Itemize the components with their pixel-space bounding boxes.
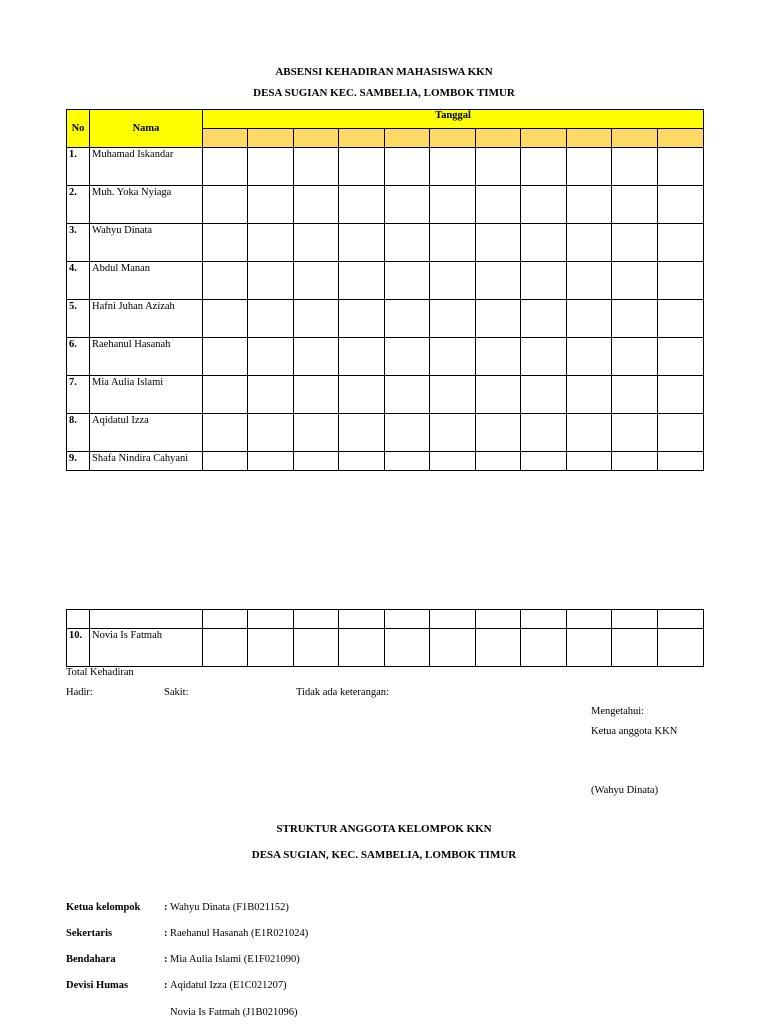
date-cell[interactable] [567, 129, 612, 148]
attendance-cell[interactable] [294, 452, 339, 471]
attendance-table-continued [66, 609, 704, 667]
attendance-cell[interactable] [430, 610, 476, 629]
attendance-cell[interactable] [203, 186, 248, 224]
attendance-cell[interactable] [294, 610, 339, 629]
attendance-cell[interactable] [339, 414, 385, 452]
attendance-cell[interactable] [612, 338, 658, 376]
attendance-cell[interactable] [612, 452, 658, 471]
attendance-cell[interactable] [385, 300, 430, 338]
attendance-cell[interactable] [294, 262, 339, 300]
signer-role: Ketua anggota KKN [591, 726, 678, 737]
attendance-cell[interactable] [658, 629, 704, 667]
date-cell[interactable] [248, 129, 294, 148]
table-row [67, 262, 704, 300]
structure-role-value: Mia Aulia Islami (E1F021090) [170, 954, 300, 965]
date-cell[interactable] [612, 129, 658, 148]
attendance-cell[interactable] [521, 300, 567, 338]
attendance-cell[interactable] [567, 148, 612, 186]
row-name: Shafa Nindira Cahyani [90, 452, 203, 471]
attendance-cell[interactable] [203, 262, 248, 300]
table-row [67, 610, 704, 629]
attendance-cell[interactable] [567, 376, 612, 414]
row-number: 2. [67, 186, 90, 224]
date-cell[interactable] [203, 129, 248, 148]
attendance-cell[interactable] [385, 338, 430, 376]
row-name [90, 610, 203, 629]
hadir-label: Hadir: [66, 687, 93, 698]
attendance-cell[interactable] [248, 629, 294, 667]
date-cell[interactable] [385, 129, 430, 148]
attendance-cell[interactable] [658, 376, 704, 414]
attendance-cell[interactable] [612, 148, 658, 186]
attendance-cell[interactable] [339, 186, 385, 224]
attendance-cell[interactable] [203, 148, 248, 186]
attendance-cell[interactable] [567, 610, 612, 629]
attendance-cell[interactable] [521, 376, 567, 414]
attendance-cell[interactable] [521, 610, 567, 629]
attendance-cell[interactable] [476, 338, 521, 376]
attendance-cell[interactable] [385, 148, 430, 186]
attendance-cell[interactable] [430, 414, 476, 452]
col-tanggal-header: Tanggal [203, 110, 704, 129]
attendance-cell[interactable] [658, 224, 704, 262]
attendance-cell[interactable] [339, 610, 385, 629]
attendance-cell[interactable] [567, 300, 612, 338]
table-row [67, 376, 704, 414]
attendance-cell[interactable] [385, 629, 430, 667]
attendance-cell[interactable] [658, 186, 704, 224]
table-row [67, 414, 704, 452]
attendance-cell[interactable] [385, 224, 430, 262]
structure-role-label: Ketua kelompok [66, 902, 141, 913]
attendance-cell[interactable] [567, 338, 612, 376]
attendance-cell[interactable] [430, 224, 476, 262]
attendance-cell[interactable] [476, 452, 521, 471]
structure-colon: : [164, 902, 168, 913]
structure-role-value: Raehanul Hasanah (E1R021024) [170, 928, 309, 939]
attendance-cell[interactable] [248, 452, 294, 471]
attendance-cell[interactable] [430, 186, 476, 224]
attendance-cell[interactable] [658, 262, 704, 300]
attendance-cell[interactable] [339, 629, 385, 667]
tidak-keterangan-label: Tidak ada keterangan: [296, 687, 389, 698]
attendance-cell[interactable] [294, 148, 339, 186]
attendance-cell[interactable] [567, 224, 612, 262]
row-name: Novia Is Fatmah [90, 629, 203, 667]
attendance-cell[interactable] [385, 610, 430, 629]
date-cell[interactable] [658, 129, 704, 148]
row-number: 3. [67, 224, 90, 262]
attendance-cell[interactable] [521, 452, 567, 471]
attendance-cell[interactable] [521, 148, 567, 186]
attendance-cell[interactable] [203, 452, 248, 471]
attendance-cell[interactable] [248, 300, 294, 338]
attendance-cell[interactable] [476, 148, 521, 186]
table-row [67, 629, 704, 667]
attendance-cell[interactable] [476, 376, 521, 414]
row-number: 1. [67, 148, 90, 186]
attendance-cell[interactable] [294, 224, 339, 262]
sakit-label: Sakit: [164, 687, 189, 698]
attendance-cell[interactable] [476, 224, 521, 262]
row-number: 6. [67, 338, 90, 376]
attendance-cell[interactable] [248, 414, 294, 452]
attendance-cell[interactable] [248, 186, 294, 224]
attendance-cell[interactable] [521, 262, 567, 300]
row-name: Hafni Juhan Azizah [90, 300, 203, 338]
attendance-cell[interactable] [294, 300, 339, 338]
row-number: 4. [67, 262, 90, 300]
attendance-cell[interactable] [658, 148, 704, 186]
signer-name: (Wahyu Dinata) [591, 785, 659, 796]
attendance-cell[interactable] [203, 300, 248, 338]
attendance-cell[interactable] [476, 300, 521, 338]
attendance-cell[interactable] [658, 414, 704, 452]
attendance-cell[interactable] [567, 452, 612, 471]
attendance-cell[interactable] [203, 338, 248, 376]
attendance-cell[interactable] [385, 262, 430, 300]
row-number: 9. [67, 452, 90, 471]
attendance-cell[interactable] [476, 414, 521, 452]
attendance-cell[interactable] [248, 262, 294, 300]
date-cell[interactable] [339, 129, 385, 148]
table-row [67, 452, 704, 471]
attendance-cell[interactable] [658, 300, 704, 338]
attendance-cell[interactable] [203, 376, 248, 414]
date-cell[interactable] [521, 129, 567, 148]
attendance-cell[interactable] [476, 610, 521, 629]
row-number: 8. [67, 414, 90, 452]
attendance-cell[interactable] [294, 629, 339, 667]
attendance-cell[interactable] [339, 452, 385, 471]
attendance-cell[interactable] [612, 610, 658, 629]
page-title: ABSENSI KEHADIRAN MAHASISWA KKN [275, 66, 493, 78]
structure-subtitle: DESA SUGIAN, KEC. SAMBELIA, LOMBOK TIMUR [251, 849, 517, 861]
row-number: 10. [67, 629, 90, 667]
attendance-cell[interactable] [339, 224, 385, 262]
attendance-cell[interactable] [658, 452, 704, 471]
col-nama-header: Nama [90, 110, 203, 148]
attendance-cell[interactable] [476, 629, 521, 667]
table-row [67, 300, 704, 338]
structure-title: STRUKTUR ANGGOTA KELOMPOK KKN [276, 823, 492, 835]
attendance-cell[interactable] [385, 186, 430, 224]
attendance-cell[interactable] [203, 610, 248, 629]
attendance-cell[interactable] [430, 338, 476, 376]
attendance-cell[interactable] [339, 148, 385, 186]
table-row [67, 148, 704, 186]
row-name: Aqidatul Izza [90, 414, 203, 452]
attendance-cell[interactable] [612, 224, 658, 262]
attendance-cell[interactable] [612, 262, 658, 300]
attendance-cell[interactable] [521, 224, 567, 262]
row-number [67, 610, 90, 629]
table-row [67, 224, 704, 262]
page-subtitle: DESA SUGIAN KEC. SAMBELIA, LOMBOK TIMUR [253, 87, 515, 99]
attendance-cell[interactable] [385, 376, 430, 414]
table-row [67, 338, 704, 376]
table-row [67, 186, 704, 224]
date-cell[interactable] [430, 129, 476, 148]
attendance-cell[interactable] [339, 300, 385, 338]
attendance-cell[interactable] [521, 338, 567, 376]
attendance-cell[interactable] [567, 262, 612, 300]
attendance-cell[interactable] [567, 414, 612, 452]
total-kehadiran-label: Total Kehadiran [66, 667, 134, 678]
row-name: Mia Aulia Islami [90, 376, 203, 414]
attendance-cell[interactable] [203, 414, 248, 452]
attendance-cell[interactable] [294, 338, 339, 376]
attendance-cell[interactable] [339, 262, 385, 300]
attendance-cell[interactable] [248, 148, 294, 186]
attendance-cell[interactable] [248, 376, 294, 414]
attendance-cell[interactable] [476, 186, 521, 224]
attendance-cell[interactable] [430, 148, 476, 186]
structure-colon: : [164, 980, 168, 991]
attendance-cell[interactable] [248, 224, 294, 262]
attendance-cell[interactable] [567, 629, 612, 667]
attendance-cell[interactable] [658, 610, 704, 629]
structure-role-label: Sekertaris [66, 928, 113, 939]
attendance-cell[interactable] [339, 338, 385, 376]
attendance-cell[interactable] [612, 376, 658, 414]
structure-extra-member: Novia Is Fatmah (J1B021096) [170, 1007, 298, 1018]
attendance-cell[interactable] [430, 300, 476, 338]
col-no-header: No [67, 110, 90, 148]
attendance-cell[interactable] [521, 414, 567, 452]
structure-colon: : [164, 954, 168, 965]
attendance-cell[interactable] [430, 262, 476, 300]
attendance-table [66, 109, 704, 471]
mengetahui-label: Mengetahui: [591, 706, 645, 717]
attendance-cell[interactable] [430, 376, 476, 414]
attendance-cell[interactable] [203, 629, 248, 667]
row-name: Muh. Yoka Nyiaga [90, 186, 203, 224]
attendance-cell[interactable] [430, 452, 476, 471]
attendance-cell[interactable] [430, 629, 476, 667]
attendance-cell[interactable] [248, 610, 294, 629]
date-cell[interactable] [294, 129, 339, 148]
attendance-cell[interactable] [612, 186, 658, 224]
attendance-cell[interactable] [612, 629, 658, 667]
attendance-cell[interactable] [612, 300, 658, 338]
attendance-cell[interactable] [248, 338, 294, 376]
attendance-cell[interactable] [385, 414, 430, 452]
structure-role-value: Aqidatul Izza (E1C021207) [170, 980, 287, 991]
attendance-cell[interactable] [294, 376, 339, 414]
structure-colon: : [164, 928, 168, 939]
row-number: 5. [67, 300, 90, 338]
attendance-cell[interactable] [294, 414, 339, 452]
structure-role-label: Devisi Humas [66, 980, 129, 991]
structure-role-label: Bendahara [66, 954, 116, 965]
row-name: Wahyu Dinata [90, 224, 203, 262]
row-number: 7. [67, 376, 90, 414]
attendance-cell[interactable] [612, 414, 658, 452]
attendance-cell[interactable] [567, 186, 612, 224]
attendance-cell[interactable] [658, 338, 704, 376]
date-cell[interactable] [476, 129, 521, 148]
attendance-cell[interactable] [521, 186, 567, 224]
attendance-cell[interactable] [339, 376, 385, 414]
attendance-cell[interactable] [203, 224, 248, 262]
attendance-cell[interactable] [476, 262, 521, 300]
row-name: Abdul Manan [90, 262, 203, 300]
structure-role-value: Wahyu Dinata (F1B021152) [170, 902, 289, 913]
attendance-cell[interactable] [521, 629, 567, 667]
attendance-cell[interactable] [385, 452, 430, 471]
row-name: Raehanul Hasanah [90, 338, 203, 376]
row-name: Muhamad Iskandar [90, 148, 203, 186]
attendance-cell[interactable] [294, 186, 339, 224]
